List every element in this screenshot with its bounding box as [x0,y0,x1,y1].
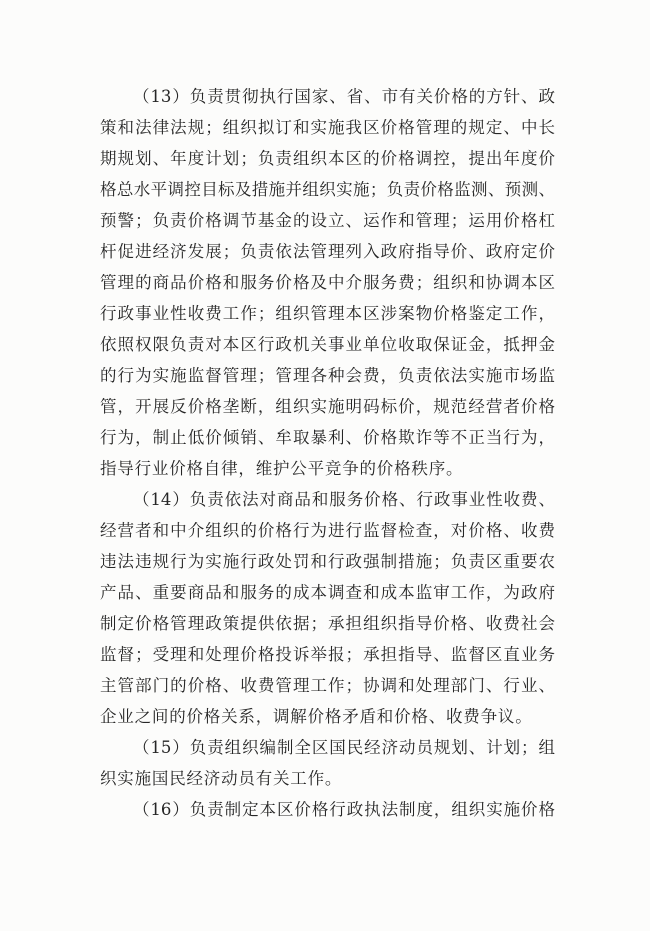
text-line: 行政事业性收费工作；组织管理本区涉案物价格鉴定工作， [100,304,555,323]
text-line: 策和法律法规；组织拟订和实施我区价格管理的规定、中长 [100,118,555,137]
text-line: 格总水平调控目标及措施并组织实施；负责价格监测、预测、 [100,180,555,199]
text-line: 预警；负责价格调节基金的设立、运作和管理；运用价格杠 [100,211,555,230]
text-line: （13）负责贯彻执行国家、省、市有关价格的方针、政 [133,87,555,106]
paragraph-13 [100,81,555,484]
text-line: 依照权限负责对本区行政机关事业单位收取保证金，抵押金 [100,335,555,354]
text-line: 制定价格管理政策提供依据；承担组织指导价格、收费社会 [100,614,555,633]
text-line: 监督；受理和处理价格投诉举报；承担指导、监督区直业务 [100,645,555,664]
text-line: 违法违规行为实施行政处罚和行政强制措施；负责区重要农 [100,552,555,571]
text-line: 期规划、年度计划；负责组织本区的价格调控，提出年度价 [100,149,555,168]
text-line: 的行为实施监督管理；管理各种会费，负责依法实施市场监 [100,366,555,385]
text-line: 企业之间的价格关系，调解价格矛盾和价格、收费争议。 [100,707,533,726]
text-line: （14）负责依法对商品和服务价格、行政事业性收费、 [133,490,555,509]
text-line: 产品、重要商品和服务的成本调查和成本监审工作，为政府 [100,583,555,602]
paragraph-15 [100,732,555,794]
paragraph-16 [100,794,555,825]
text-line: 管理的商品价格和服务价格及中介服务费；组织和协调本区 [100,273,555,292]
paragraph-14 [100,484,555,732]
text-line: 主管部门的价格、收费管理工作；协调和处理部门、行业、 [100,676,555,695]
text-line: 织实施国民经济动员有关工作。 [100,769,343,788]
text-line: （16）负责制定本区价格行政执法制度，组织实施价格 [133,800,555,819]
text-line: 杆促进经济发展；负责依法管理列入政府指导价、政府定价 [100,242,555,261]
document-body [100,81,555,825]
text-line: 管，开展反价格垄断，组织实施明码标价，规范经营者价格 [100,397,555,416]
text-line: （15）负责组织编制全区国民经济动员规划、计划；组 [133,738,555,757]
text-line: 经营者和中介组织的价格行为进行监督检查，对价格、收费 [100,521,555,540]
text-line: 行为，制止低价倾销、牟取暴利、价格欺诈等不正当行为， [100,428,555,447]
text-line: 指导行业价格自律，维护公平竞争的价格秩序。 [100,459,464,478]
